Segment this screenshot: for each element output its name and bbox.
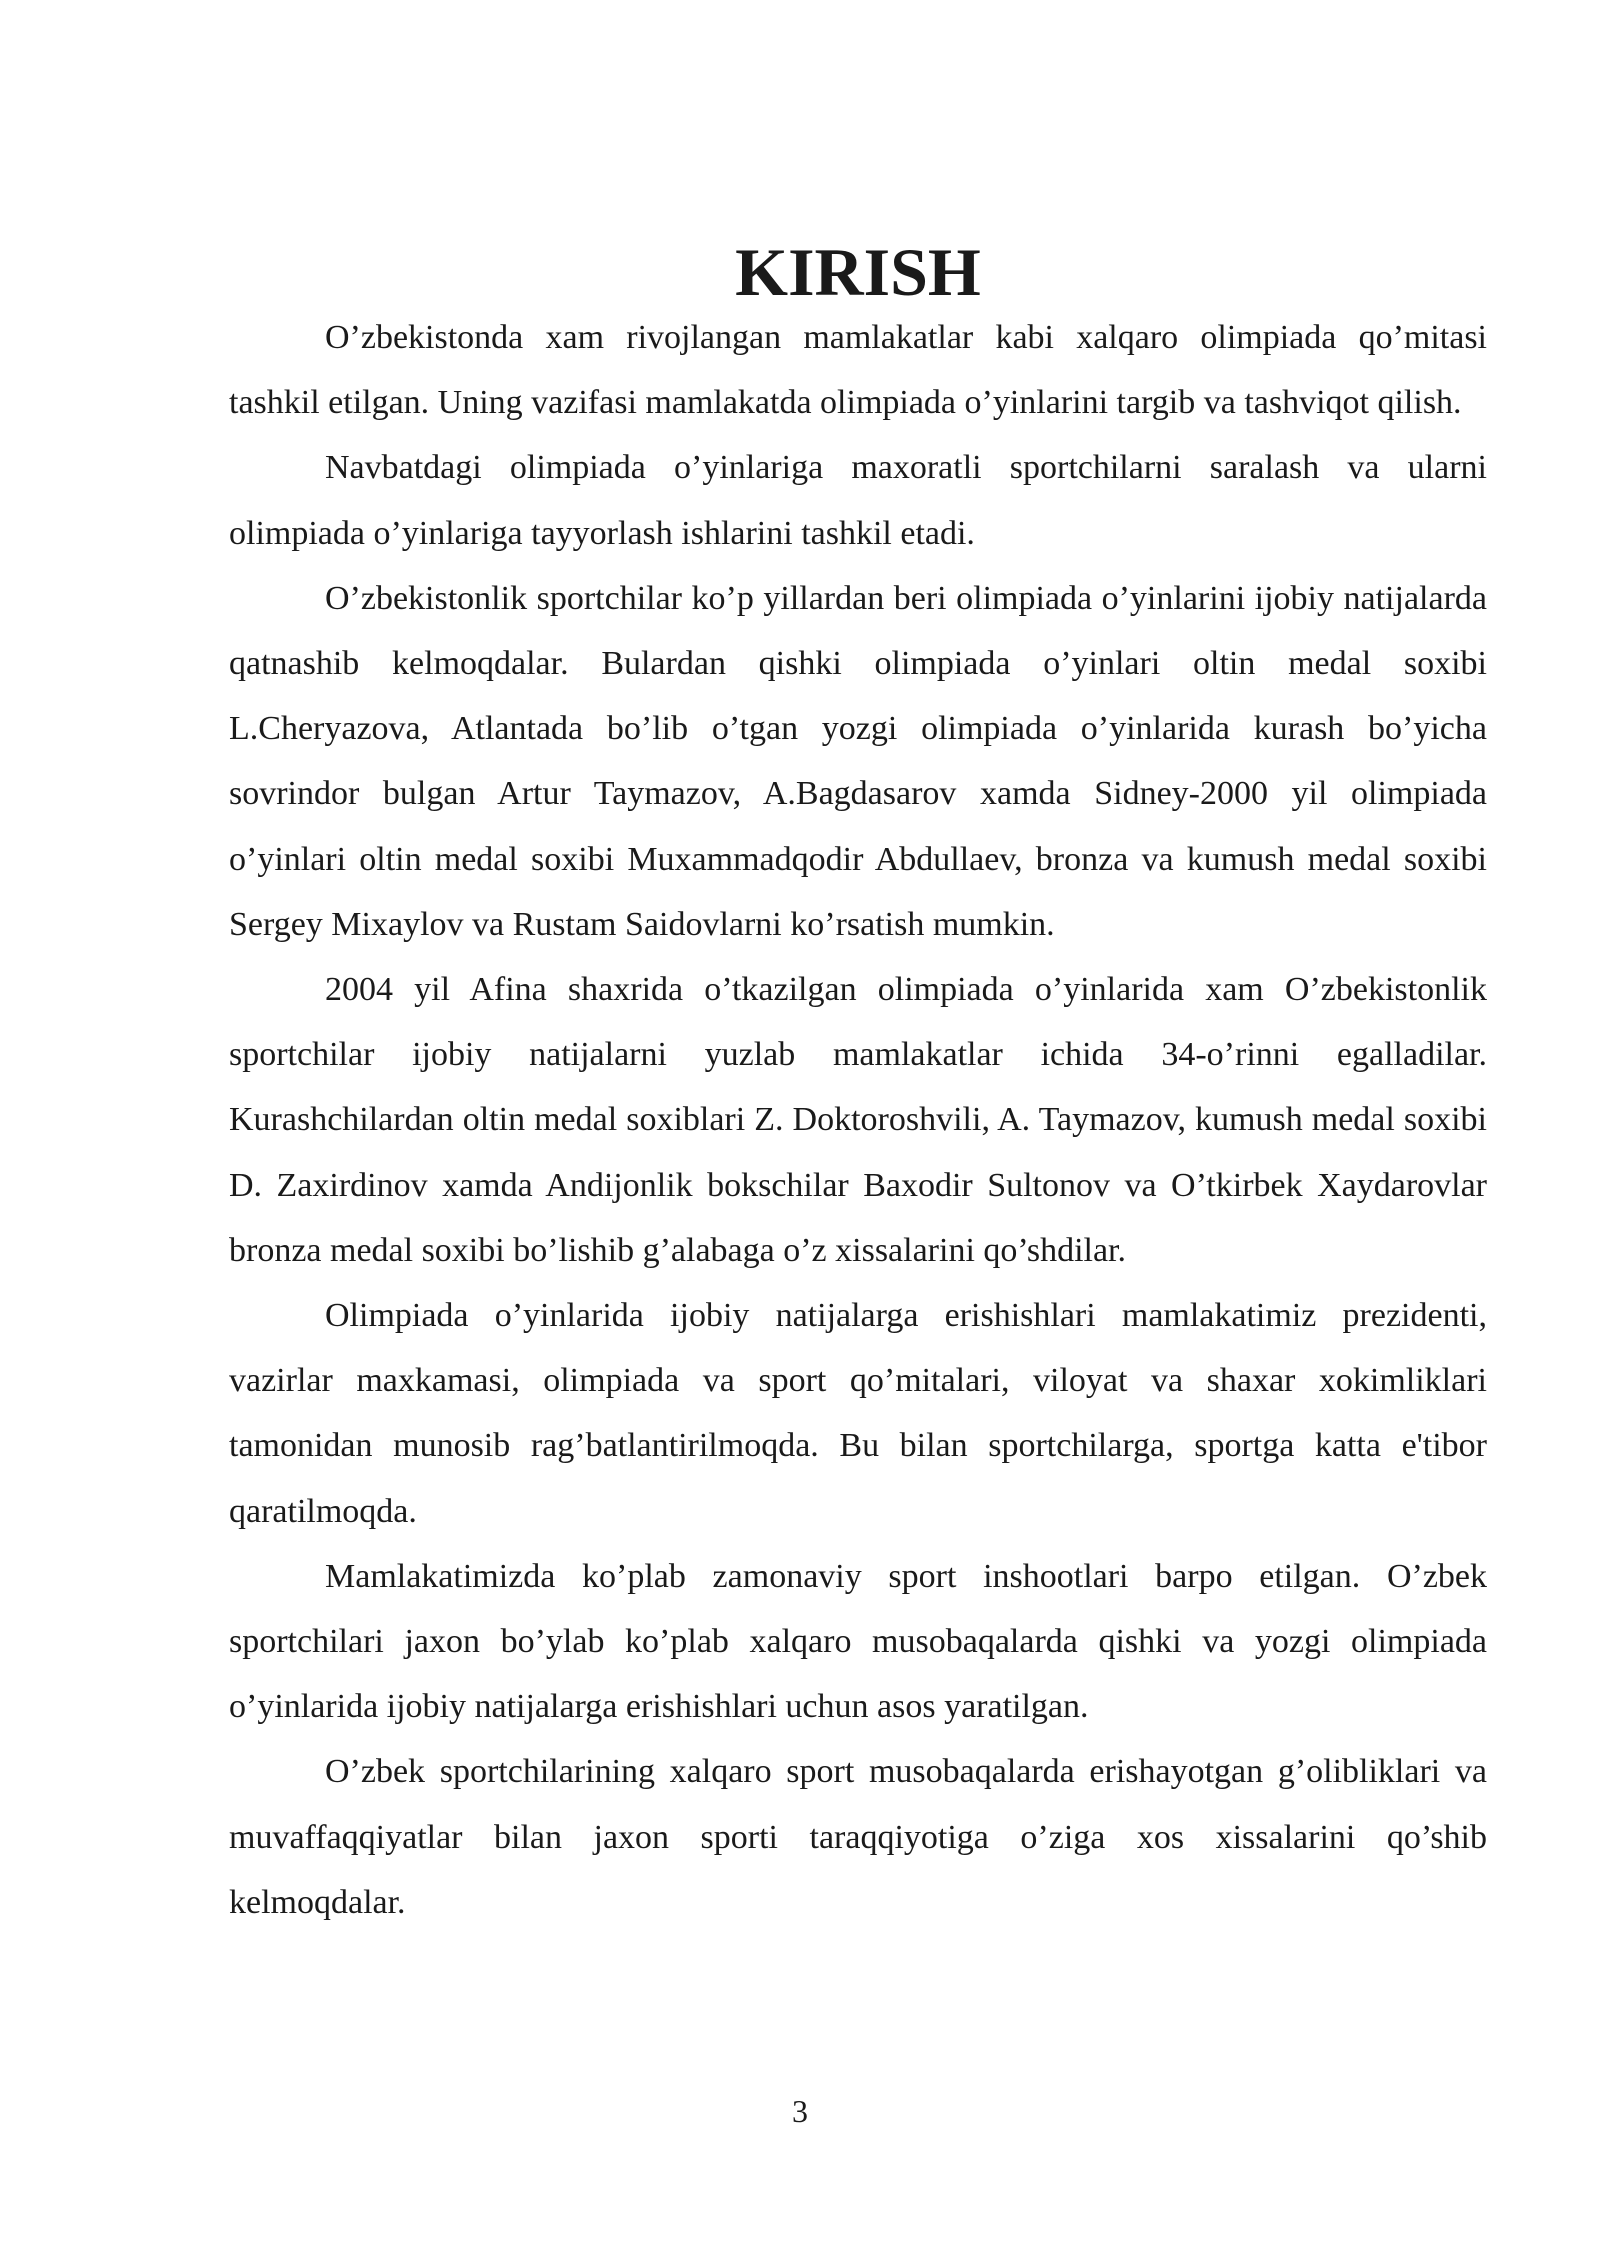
- paragraph-5: Olimpiada o’yinlarida ijobiy natijalarga erishishlari mamlakatimiz prezidenti, vazirlar maxkamasi, olimpiada va sport qo’mitalari, viloyat va shaxar xokimliklari tamonidan munosib rag’batlantirilmoqda. Bu bilan sportchilarga, sportga katta e'tibor qaratilmoqda.: [229, 1297, 1487, 1530]
- page-title: KIRISH: [735, 234, 981, 310]
- paragraph-6: Mamlakatimizda ko’plab zamonaviy sport inshootlari barpo etilgan. O’zbek sportchilari jaxon bo’ylab ko’plab xalqaro musobaqalarda qishki va yozgi olimpiada o’yinlarida ijobiy natijalarga erishishlari uchun asos yaratilgan.: [229, 1557, 1487, 1726]
- paragraph-7: O’zbek sportchilarining xalqaro sport musobaqalarda erishayotgan g’olibliklari va muvaffaqqiyatlar bilan jaxon sporti taraqqiyotiga o’ziga xos xissalarini qo’shib kelmoqdalar.: [229, 1753, 1487, 1921]
- paragraph-2: Navbatdagi olimpiada o’yinlariga maxoratli sportchilarni saralash va ularni olimpiada o’yinlariga tayyorlash ishlarini tashkil etadi.: [229, 449, 1487, 552]
- document-body: [229, 234, 1487, 1935]
- paragraph-3: O’zbekistonlik sportchilar ko’p yillardan beri olimpiada o’yinlarini ijobiy natijalarda qatnashib kelmoqdalar. Bulardan qishki olimpiada o’yinlari oltin medal soxibi L.Cheryazova, Atlantada bo’lib o’tgan yozgi olimpiada o’yinlarida kurash bo’yicha sovrindor bulgan Artur Taymazov, A.Bagdasarov xamda Sidney-2000 yil olimpiada o’yinlari oltin medal soxibi Muxammadqodir Abdullaev, bronza va kumush medal soxibi Sergey Mixaylov va Rustam Saidovlarni ko’rsatish mumkin.: [229, 579, 1487, 943]
- page-number: 3: [792, 2093, 808, 2129]
- paragraph-1: O’zbekistonda xam rivojlangan mamlakatlar kabi xalqaro olimpiada qo’mitasi tashkil etilgan. Uning vazifasi mamlakatda olimpiada o’yinlarini targib va tashviqot qilish.: [229, 319, 1487, 422]
- paragraph-4: 2004 yil Afina shaxrida o’tkazilgan olimpiada o’yinlarida xam O’zbekistonlik sportchilar ijobiy natijalarni yuzlab mamlakatlar ichida 34-o’rinni egalladilar. Kurashchilardan oltin medal soxiblari Z. Doktoroshvili, A. Taymazov, kumush medal soxibi D. Zaxirdinov xamda Andijonlik bokschilar Baxodir Sultonov va O’tkirbek Xaydarovlar bronza medal soxibi bo’lishib g’alabaga o’z xissalarini qo’shdilar.: [229, 971, 1487, 1269]
